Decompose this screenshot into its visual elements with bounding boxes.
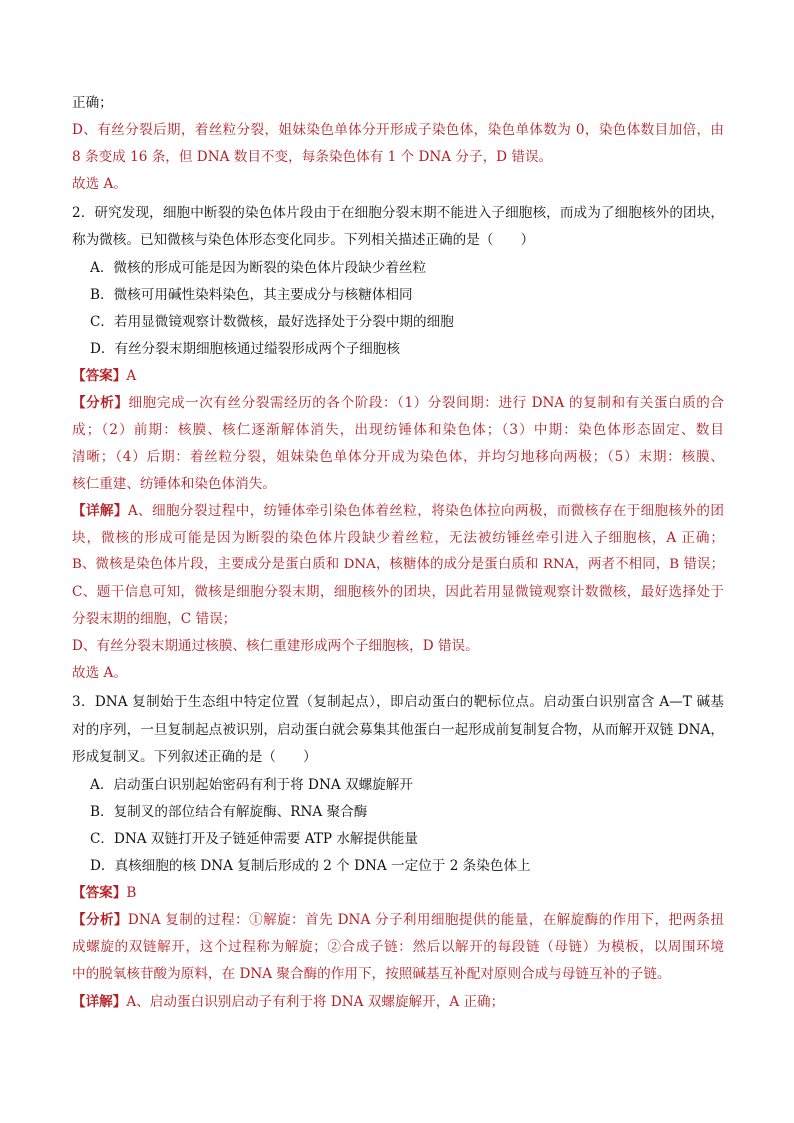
q3-option-d: D．真核细胞的核 DNA 复制后形成的 2 个 DNA 一定位于 2 条染色体上: [90, 858, 531, 874]
q2-detail-line3: B、微核是染色体片段，主要成分是蛋白质和 DNA，核糖体的成分是蛋白质和 RNA，两者不相同，B 错误；: [72, 557, 724, 572]
q3-option-c: C．DNA 双链打开及子链延伸需要 ATP 水解提供能量: [90, 831, 418, 847]
q2-answer-value: A: [126, 368, 137, 384]
q3-answer-value: B: [126, 885, 137, 901]
q2-option-c: C．若用显微镜观察计数微核，最好选择处于分裂中期的细胞: [90, 314, 454, 330]
q2-stem-line2: 称为微核。已知微核与染色体形态变化同步。下列相关描述正确的是（ ）: [72, 232, 535, 248]
q2-pick-text: 故选 A。: [72, 665, 127, 681]
q2-analysis-line4: 核仁重建、纺锤体和染色体消失。: [72, 476, 276, 492]
q2-option-d: D．有丝分裂末期细胞核通过缢裂形成两个子细胞核: [90, 341, 400, 357]
q2-detail-text1: A、细胞分裂过程中，纺锤体牵引染色体着丝粒，将染色体拉向两极，而微核存在于细胞核外的团: [127, 503, 724, 519]
q2-analysis-line3: 清晰；（4）后期：着丝粒分裂，姐妹染色单体分开成为染色体，并均匀地移向两极；（5）末期：核膜、: [72, 449, 724, 465]
q2-option-b: B．微核可用碱性染料染色，其主要成分与核糖体相同: [90, 287, 413, 303]
prev-pick-text: 故选 A。: [72, 176, 127, 192]
q3-analysis-line1: [72, 910, 724, 930]
q3-analysis-tag: 【分析】: [72, 912, 128, 928]
q2-analysis-text1: 细胞完成一次有丝分裂需经历的各个阶段：（1）分裂间期：进行 DNA 的复制和有关蛋白质的合: [128, 395, 724, 411]
q3-option-b: B．复制叉的部位结合有解旋酶、RNA 聚合酶: [90, 804, 368, 820]
q3-analysis-line2: 成螺旋的双链解开，这个过程称为解旋；②合成子链：然后以解开的每段链（母链）为模板，以周围环境: [72, 939, 724, 955]
q3-analysis-text1: DNA 复制的过程：①解旋：首先 DNA 分子利用细胞提供的能量，在解旋酶的作用下，把两条扭: [127, 912, 724, 928]
q2-detail-line6: D、有丝分裂末期通过核膜、核仁重建形成两个子细胞核，D 错误。: [72, 638, 479, 654]
q3-stem-line2: 对的序列，一旦复制起点被识别，启动蛋白就会募集其他蛋白一起形成前复制复合物，从而解开双链 DNA，: [72, 722, 724, 738]
q2-detail-line5: 分裂末期的细胞，C 错误；: [72, 611, 237, 627]
q3-answer: [72, 883, 724, 903]
q2-analysis-line2: 成；（2）前期：核膜、核仁逐渐解体消失，出现纺锤体和染色体；（3）中期：染色体形态固定、数目: [72, 422, 724, 438]
q2-analysis-tag: 【分析】: [72, 395, 129, 411]
q2-detail-line4: C、题干信息可知，微核是细胞分裂末期，细胞核外的团块，因此若用显微镜观察计数微核，最好选择处于: [72, 584, 724, 600]
q2-option-a: A．微核的形成可能是因为断裂的染色体片段缺少着丝粒: [90, 260, 427, 276]
q2-detail-line2: 块，微核的形成可能是因为断裂的染色体片段缺少着丝粒，无法被纺锤丝牵引进入子细胞核，A 正确；: [72, 530, 724, 546]
prev-end-text: 正确；: [72, 95, 113, 111]
q2-answer: [72, 366, 724, 386]
prev-option-d-line1: D、有丝分裂后期，着丝粒分裂，姐妹染色单体分开形成子染色体，染色单体数为 0，染色体数目加倍，由: [72, 122, 724, 138]
q2-detail-line1: [72, 501, 724, 521]
prev-option-d-line2: 8 条变成 16 条，但 DNA 数目不变，每条染色体有 1 个 DNA 分子，D 错误。: [72, 149, 553, 165]
q3-detail-text1: A、启动蛋白识别启动子有利于将 DNA 双螺旋解开，A 正确；: [126, 994, 505, 1010]
q3-detail-tag: 【详解】: [72, 994, 127, 1010]
q3-stem-line1: 3．DNA 复制始于生态组中特定位置（复制起点），即启动蛋白的靶标位点。启动蛋白识别富含 A—T 碱基: [72, 694, 724, 710]
q3-answer-tag: 【答案】: [72, 885, 127, 901]
q2-analysis-line1: [72, 393, 724, 413]
q3-detail-line1: [72, 992, 724, 1012]
q3-stem-line3: 形成复制叉。下列叙述正确的是（ ）: [72, 749, 317, 765]
q3-option-a: A．启动蛋白识别起始密码有利于将 DNA 双螺旋解开: [90, 777, 413, 793]
q3-analysis-line3: 中的脱氧核苷酸为原料，在 DNA 聚合酶的作用下，按照碱基互补配对原则合成与母链互补的子链。: [72, 966, 671, 982]
q2-stem-line1: 2．研究发现，细胞中断裂的染色体片段由于在细胞分裂末期不能进入子细胞核，而成为了细胞核外的团块，: [72, 205, 724, 221]
q2-answer-tag: 【答案】: [72, 368, 127, 384]
q2-detail-tag: 【详解】: [72, 503, 128, 519]
